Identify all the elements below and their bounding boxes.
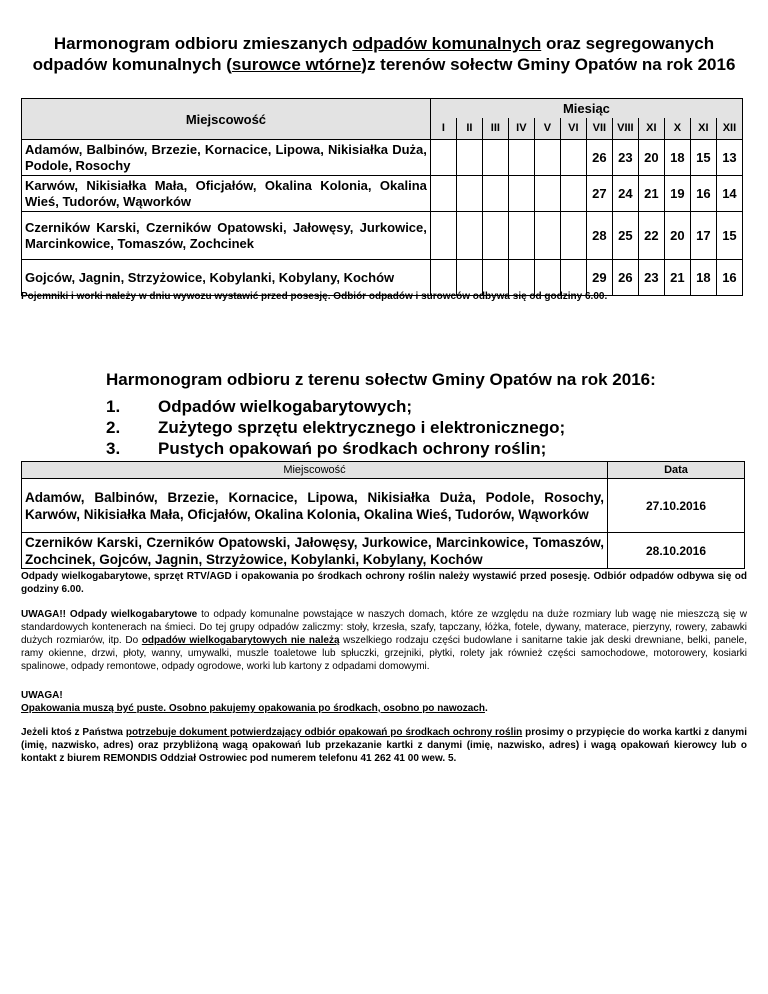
month-header: VIII [612, 118, 638, 140]
table-row [22, 212, 743, 260]
month-header: XI [690, 118, 716, 140]
day-cell [560, 212, 586, 260]
month-header: XII [716, 118, 742, 140]
day-cell [482, 140, 508, 176]
title-underline-waste: odpadów komunalnych [352, 34, 542, 53]
day-cell: 17 [690, 212, 716, 260]
day-cell: 26 [586, 140, 612, 176]
title-underline-recyclables: surowce wtórne [231, 55, 362, 74]
month-header: V [534, 118, 560, 140]
day-cell: 24 [612, 176, 638, 212]
list-text: Odpadów wielkogabarytowych; [158, 397, 413, 416]
day-cell: 18 [690, 260, 716, 296]
day-cell: 15 [716, 212, 742, 260]
row-date: 27.10.2016 [608, 479, 745, 533]
day-cell [430, 140, 456, 176]
schedule-table-bulky [21, 461, 745, 569]
day-cell [430, 212, 456, 260]
day-cell [534, 212, 560, 260]
day-cell [456, 212, 482, 260]
list-number: 3. [106, 439, 121, 458]
second-title: Harmonogram odbioru z terenu sołectw Gminy Opatów na rok 2016: [106, 370, 656, 389]
list-item [106, 396, 565, 417]
header-place-2: Miejscowość [22, 462, 608, 479]
header-month: Miesiąc [430, 99, 742, 118]
month-header: VI [560, 118, 586, 140]
day-cell [482, 212, 508, 260]
day-cell: 18 [664, 140, 690, 176]
day-cell: 20 [638, 140, 664, 176]
info-document: Jeżeli ktoś z Państwa potrzebuje dokument potwierdzający odbiór opakowań po środkach ochrony roślin prosimy o przypięcie do worka kartki z danymi (imię, nazwisko, adres) oraz przybliżoną wagą opakowań lub przekazanie kartki z danymi (imię, nazwisko, adres) i wagą opakowań kierowcy lub o kontakt z biurem REMONDIS Oddział Ostrowiec pod numerem telefonu 41 262 41 00 wew. 5. [21, 727, 747, 764]
row-place: Adamów, Balbinów, Brzezie, Kornacice, Lipowa, Nikisiałka Duża, Podole, Rosochy [22, 140, 431, 176]
note-bulky: Odpady wielkogabarytowe, sprzęt RTV/AGD i opakowania po środkach ochrony roślin należy wystawić przed posesję. Odbiór odpadów odbywa się od godziny 6.00. [21, 571, 747, 595]
month-header: XI [638, 118, 664, 140]
month-header: VII [586, 118, 612, 140]
warning-packaging: UWAGA! Opakowania muszą być puste. Osobno pakujemy opakowania po środkach, osobno po nawozach. [21, 690, 488, 714]
day-cell [508, 176, 534, 212]
month-header: III [482, 118, 508, 140]
day-cell [534, 176, 560, 212]
day-cell: 21 [638, 176, 664, 212]
row-place: Czerników Karski, Czerników Opatowski, Jałowęsy, Jurkowice, Marcinkowice, Tomaszów, Zochcinek [22, 212, 431, 260]
day-cell: 28 [586, 212, 612, 260]
row-place: Gojców, Jagnin, Strzyżowice, Kobylanki, Kobylany, Kochów [22, 260, 431, 296]
note-containers: Pojemniki i worki należy w dniu wywozu wystawić przed posesję. Odbiór odpadów i surowców odbywa się od godziny 6.00. [21, 291, 608, 302]
day-cell: 16 [690, 176, 716, 212]
row-place: Czerników Karski, Czerników Opatowski, Jałowęsy, Jurkowice, Marcinkowice, Tomaszów, Zochcinek, Gojców, Jagnin, Strzyżowice, Kobylanki, Kobylany, Kochów [22, 533, 608, 569]
day-cell: 13 [716, 140, 742, 176]
day-cell: 26 [612, 260, 638, 296]
day-cell [560, 176, 586, 212]
list-text: Zużytego sprzętu elektrycznego i elektronicznego; [158, 418, 566, 437]
month-header: II [456, 118, 482, 140]
day-cell: 20 [664, 212, 690, 260]
list-item [106, 417, 565, 438]
list-item [106, 438, 565, 459]
day-cell [508, 212, 534, 260]
table-row [22, 140, 743, 176]
table-row [22, 176, 743, 212]
header-date: Data [608, 462, 745, 479]
day-cell: 14 [716, 176, 742, 212]
day-cell: 23 [612, 140, 638, 176]
header-place: Miejscowość [22, 99, 431, 140]
day-cell: 21 [664, 260, 690, 296]
list-text: Pustych opakowań po środkach ochrony roślin; [158, 439, 547, 458]
row-place: Adamów, Balbinów, Brzezie, Kornacice, Lipowa, Nikisiałka Duża, Podole, Rosochy, Karwów, Nikisiałka Mała, Oficjałów, Okalina Kolonia, Okalina Wieś, Tudorów, Wąworków [22, 479, 608, 533]
list-number: 1. [106, 397, 121, 416]
day-cell: 27 [586, 176, 612, 212]
day-cell [534, 140, 560, 176]
day-cell: 23 [638, 260, 664, 296]
day-cell [508, 140, 534, 176]
table-row [22, 479, 745, 533]
month-header: X [664, 118, 690, 140]
day-cell: 25 [612, 212, 638, 260]
main-title: Harmonogram odbioru zmieszanych odpadów komunalnych oraz segregowanych odpadów komunalnych (surowce wtórne)z terenów sołectw Gminy Opatów na rok 2016 [32, 34, 736, 74]
day-cell [482, 176, 508, 212]
day-cell: 22 [638, 212, 664, 260]
day-cell: 15 [690, 140, 716, 176]
row-date: 28.10.2016 [608, 533, 745, 569]
day-cell: 19 [664, 176, 690, 212]
schedule-table-mixed [21, 98, 743, 296]
month-header: IV [508, 118, 534, 140]
day-cell: 29 [586, 260, 612, 296]
day-cell [430, 176, 456, 212]
table-row [22, 533, 745, 569]
month-header: I [430, 118, 456, 140]
day-cell [456, 140, 482, 176]
row-place: Karwów, Nikisiałka Mała, Oficjałów, Okalina Kolonia, Okalina Wieś, Tudorów, Wąworków [22, 176, 431, 212]
collection-list [106, 396, 565, 459]
warning-bulky: UWAGA!! Odpady wielkogabarytowe to odpady komunalne powstające w naszych domach, które ze względu na duże rozmiary lub wagę nie mieszczą się w standardowych kontenerach na śmieci. Do tej grupy odpadów zaliczmy: stoły, krzesła, szafy, tapczany, łóżka, fotele, dywany, materace, pierzyny, rowery, zabawki dużych rozmiarów, itp. Do odpadów wielkogabarytowych nie należą wszelkiego rodzaju części budowlane i sanitarne takie jak deski drewniane, belki, panele, ramy okienne, drzwi, płoty, wanny, umywalki, muszle toaletowe lub spłuczki, grzejniki, płytki, rolety jak również części samochodowe, motorowery, kosiarki spalinowe, odpady remontowe, odpady ogrodowe, worki lub kartony z odpadami domowymi. [21, 609, 748, 672]
list-number: 2. [106, 418, 121, 437]
day-cell [456, 176, 482, 212]
day-cell: 16 [716, 260, 742, 296]
day-cell [560, 140, 586, 176]
